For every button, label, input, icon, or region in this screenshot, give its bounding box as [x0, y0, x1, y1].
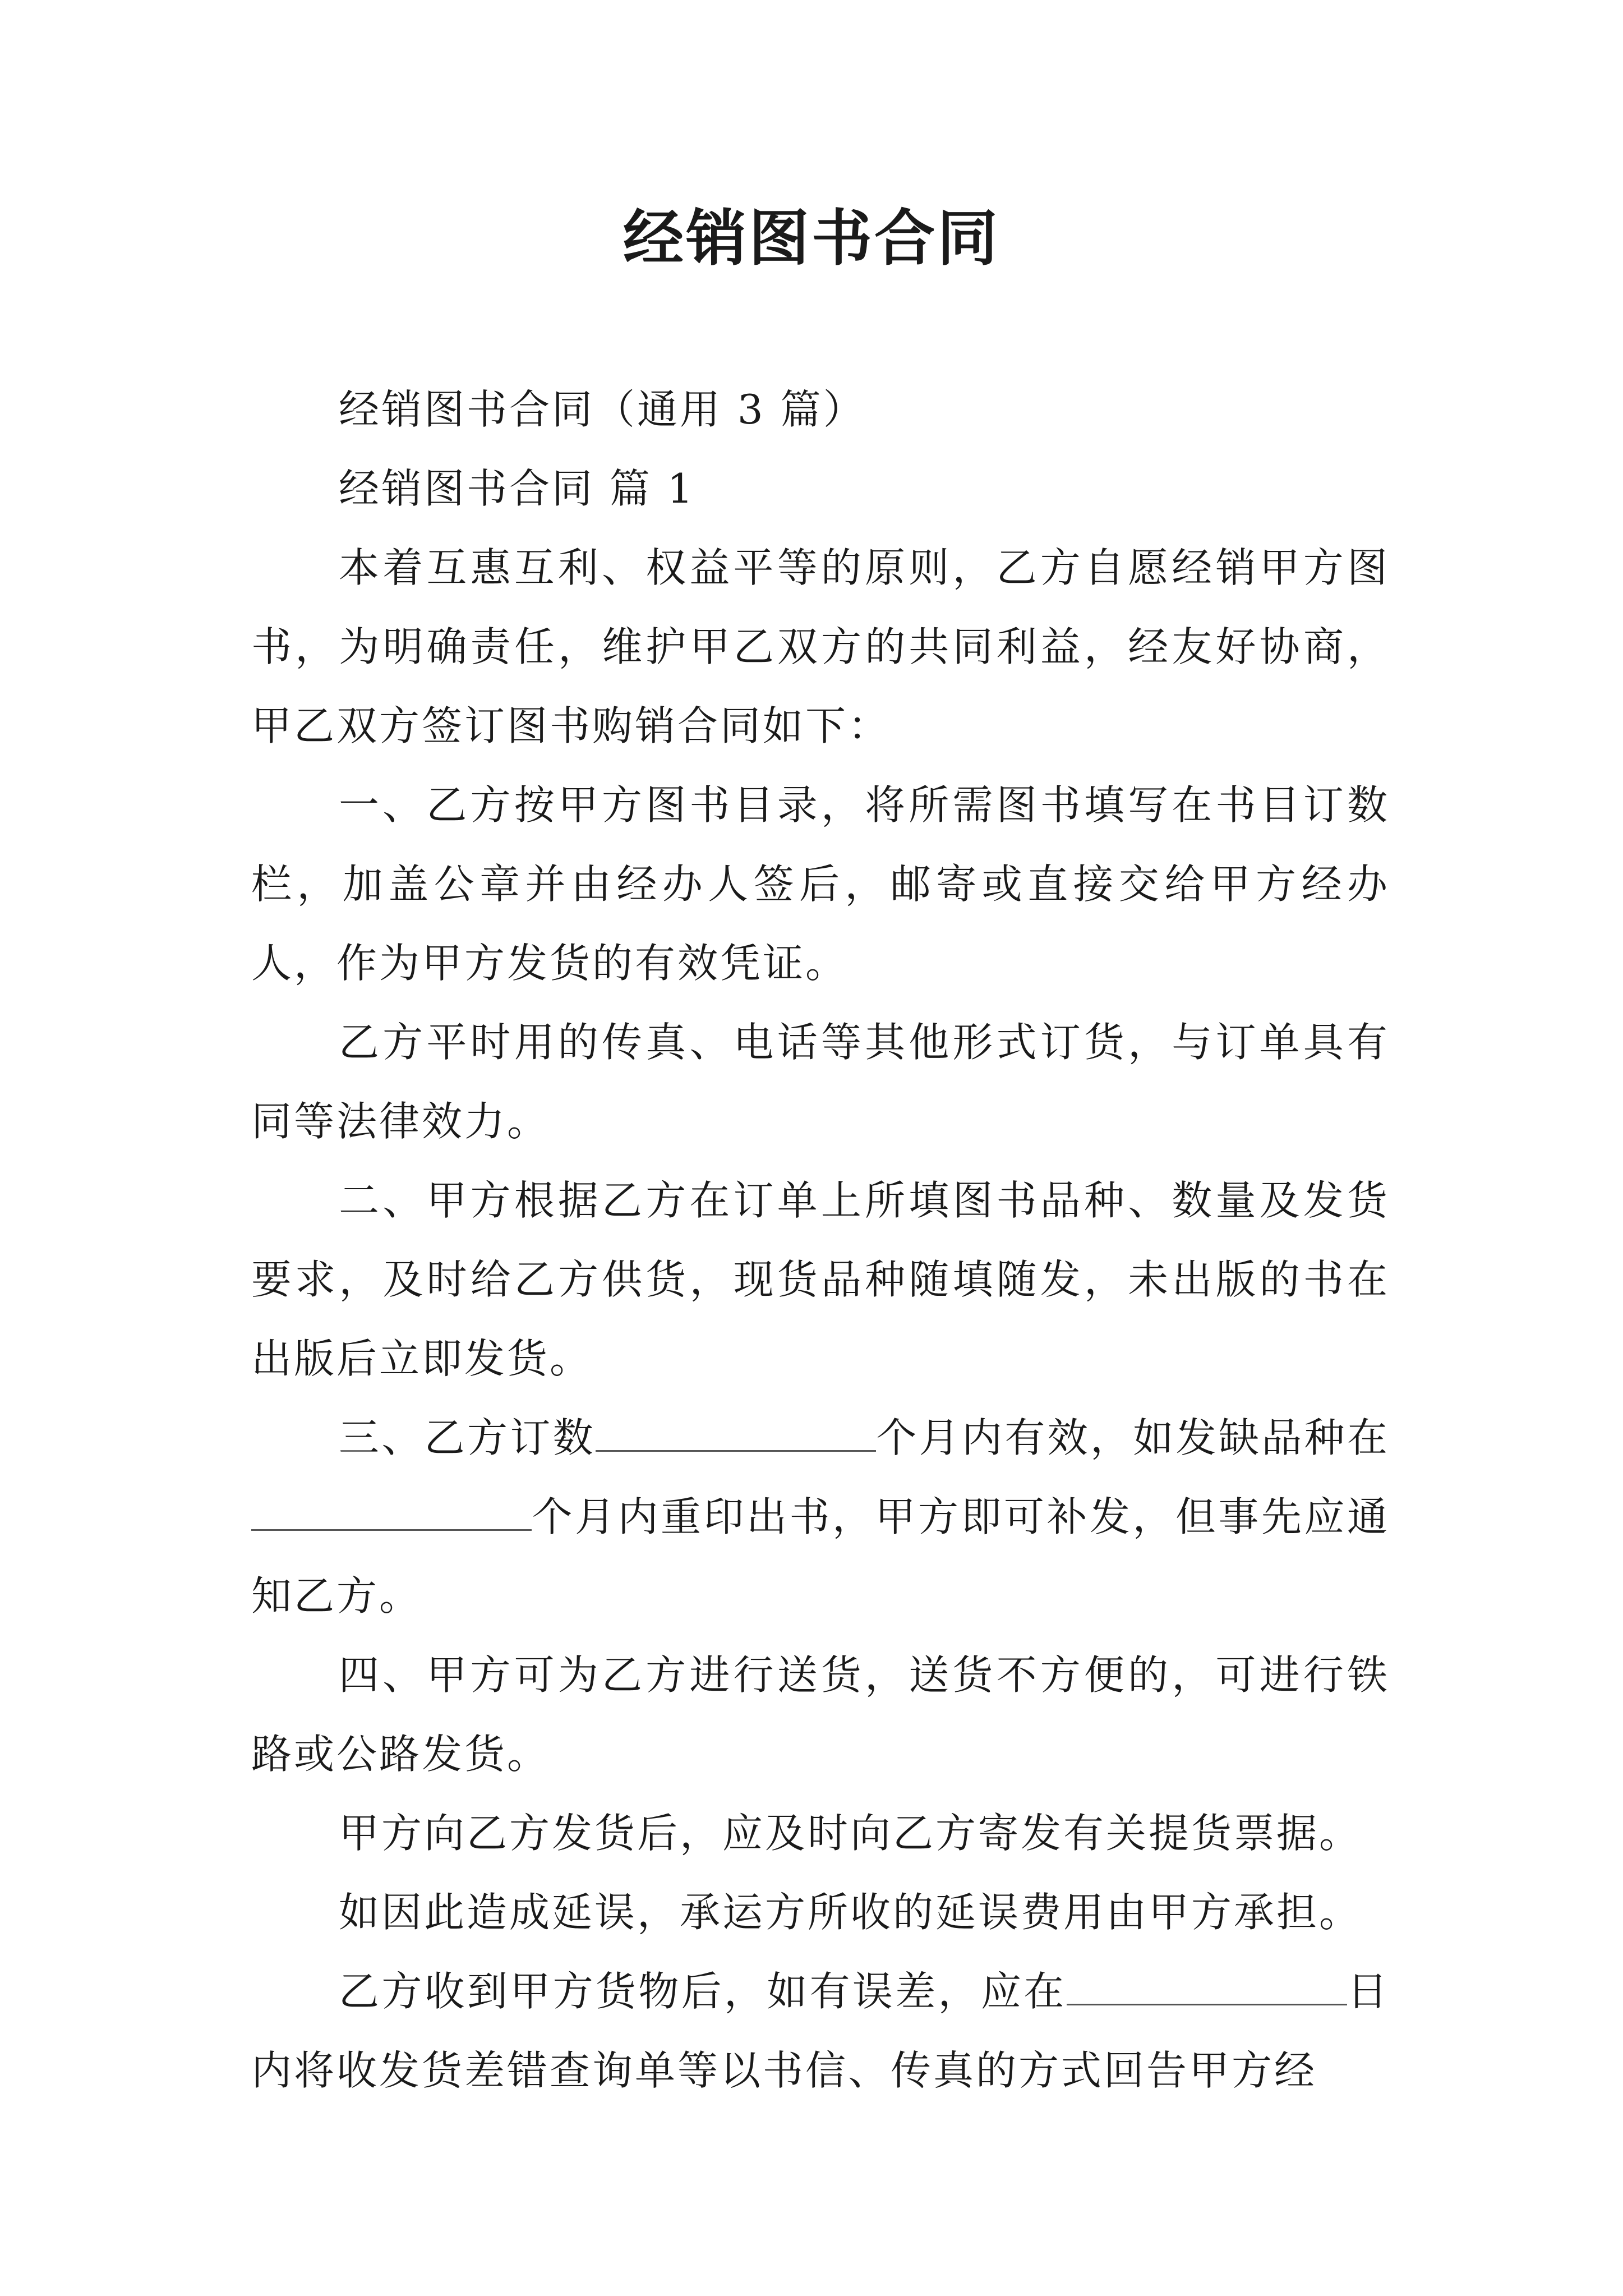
paragraph-clause-4c: 如因此造成延误，承运方所收的延误费用由甲方承担。 — [339, 1889, 1362, 1936]
paragraph-intro: 本着互惠互利、权益平等的原则，乙方自愿经销甲方图书，为明确责任，维护甲乙双方的共同利益，经友好协商，甲乙双方签订图书购销合同如下： — [251, 544, 1390, 749]
section-heading: 经销图书合同 篇 1 — [339, 465, 695, 512]
clause-4d-text-a: 乙方收到甲方货物后，如有误差，应在 — [339, 1968, 1067, 2015]
clause-3-text-b: 个月内有效，如发缺品种在 — [876, 1414, 1390, 1461]
fill-in-blank-months-reprint[interactable] — [251, 1494, 532, 1531]
paragraph-clause-4b: 甲方向乙方发货后，应及时向乙方寄发有关提货票据。 — [339, 1810, 1362, 1857]
clause-3-text-c: 个月内重印出书，甲方即可补发，但事先应通知乙方。 — [251, 1493, 1390, 1619]
clause-4d-text-b: 日内将收发货差错查询单等以书信、传真的方式回告甲方经 — [251, 1968, 1390, 2094]
paragraph-clause-4d — [251, 1952, 1390, 2110]
document-title: 经销图书合同 — [623, 203, 1000, 274]
document-body — [251, 370, 1390, 2110]
clause-3-text-a: 三、乙方订数 — [339, 1414, 596, 1461]
paragraph-clause-4: 四、甲方可为乙方进行送货，送货不方便的，可进行铁路或公路发货。 — [251, 1651, 1390, 1778]
fill-in-blank-months-valid[interactable] — [596, 1415, 876, 1452]
paragraph-clause-2: 二、甲方根据乙方在订单上所填图书品种、数量及发货要求，及时给乙方供货，现货品种随填随发，未出版的书在出版后立即发货。 — [251, 1177, 1390, 1382]
paragraph-clause-3 — [251, 1398, 1390, 1636]
subtitle-line: 经销图书合同（通用 3 篇） — [339, 386, 866, 433]
fill-in-blank-days[interactable] — [1067, 1969, 1347, 2005]
paragraph-clause-1: 一、乙方按甲方图书目录，将所需图书填写在书目订数栏，加盖公章并由经办人签后，邮寄或直接交给甲方经办人，作为甲方发货的有效凭证。 — [251, 781, 1390, 987]
paragraph-clause-1b: 乙方平时用的传真、电话等其他形式订货，与订单具有同等法律效力。 — [251, 1019, 1390, 1145]
